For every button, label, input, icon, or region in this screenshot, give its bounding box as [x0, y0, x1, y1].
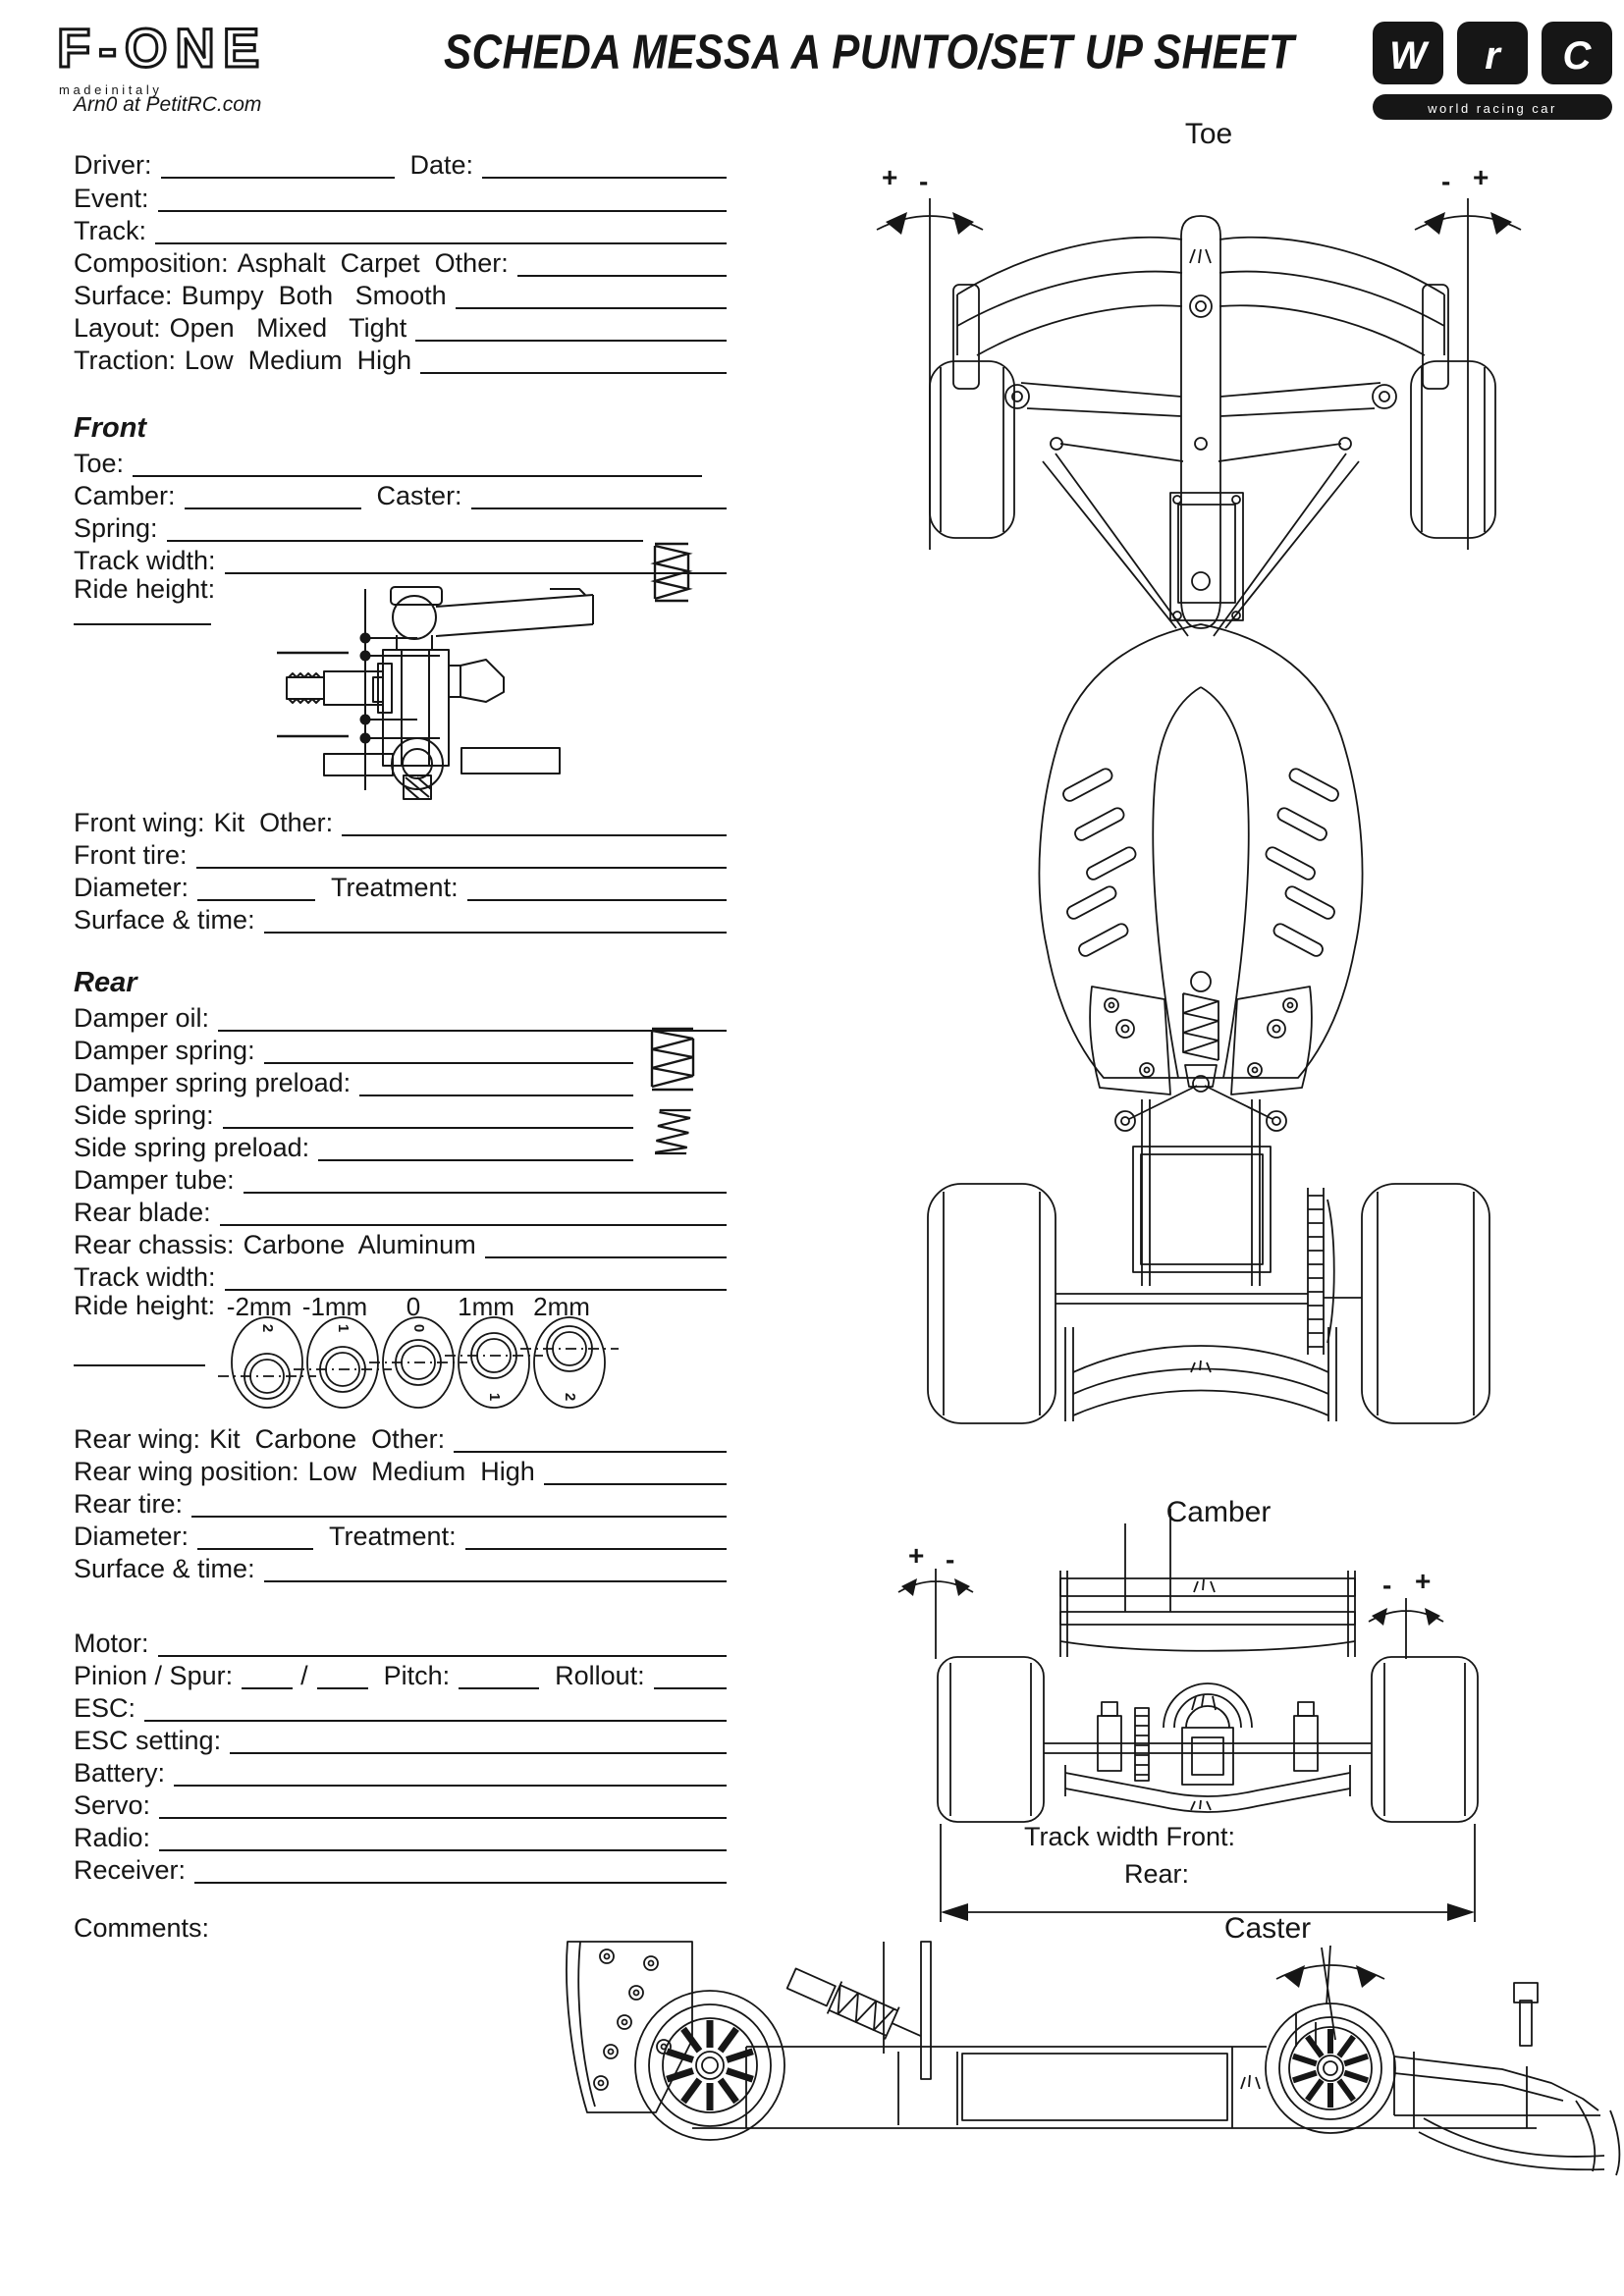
battery-row: [74, 1755, 727, 1787]
front-treatment-field[interactable]: [467, 870, 727, 901]
front-track-width-label: Track width:: [74, 545, 216, 575]
track-label: Track:: [74, 215, 146, 245]
ride-height-eccentrics-diagram: [226, 1311, 609, 1414]
receiver-field[interactable]: [194, 1852, 727, 1884]
damper-spring-preload-label: Damper spring preload:: [74, 1067, 352, 1097]
front-track-width-row: [74, 543, 727, 574]
rear-treatment-field[interactable]: [465, 1519, 727, 1550]
surface-options[interactable]: Bumpy Both Smooth: [181, 280, 447, 310]
rollout-label: Rollout:: [555, 1660, 645, 1690]
rear-wing-options[interactable]: Kit Carbone Other:: [209, 1423, 446, 1454]
rear-wing-row: [74, 1421, 727, 1453]
motor-row: [74, 1626, 727, 1657]
rear-ride-height-label: Ride height:: [74, 1291, 216, 1320]
ride-height-option-minus2[interactable]: -2mm: [226, 1292, 293, 1321]
motor-field[interactable]: [158, 1626, 727, 1657]
front-surface-time-field[interactable]: [264, 902, 727, 934]
composition-options[interactable]: Asphalt Carpet Other:: [237, 247, 509, 278]
layout-options[interactable]: Open Mixed Tight: [169, 312, 407, 343]
ride-height-option-minus1[interactable]: -1mm: [301, 1292, 368, 1321]
rear-tire-label: Rear tire:: [74, 1488, 184, 1519]
layout-label: Layout:: [74, 312, 161, 343]
insert-number-0: 2: [259, 1323, 276, 1333]
damper-spring-field[interactable]: [264, 1033, 633, 1064]
rear-wing-position-field[interactable]: [544, 1454, 727, 1485]
surface-row: [74, 278, 727, 309]
rear-diameter-label: Diameter:: [74, 1521, 189, 1551]
camber-minus-left: -: [946, 1544, 955, 1575]
side-spring-row: [74, 1097, 633, 1129]
radio-field[interactable]: [159, 1820, 727, 1851]
side-spring-preload-row: [74, 1130, 633, 1161]
pinion-spur-row: [74, 1658, 727, 1689]
pitch-label: Pitch:: [383, 1660, 451, 1690]
rear-blade-field[interactable]: [220, 1195, 727, 1226]
front-caster-field[interactable]: [471, 478, 727, 509]
side-spring-preload-field[interactable]: [318, 1130, 633, 1161]
rear-blade-row: [74, 1195, 727, 1226]
event-field[interactable]: [158, 181, 727, 212]
spur-field[interactable]: [317, 1658, 368, 1689]
toe-minus-left: -: [919, 166, 929, 196]
toe-plus-right: +: [1473, 162, 1489, 192]
caster-diagram: [545, 1939, 1624, 2296]
front-surface-time-label: Surface & time:: [74, 904, 255, 934]
rear-wing-label: Rear wing:: [74, 1423, 201, 1454]
front-toe-field[interactable]: [133, 446, 702, 477]
rear-wing-position-label: Rear wing position:: [74, 1456, 299, 1486]
surface-field[interactable]: [456, 278, 727, 309]
toe-minus-right: -: [1441, 166, 1451, 196]
damper-tube-row: [74, 1162, 727, 1194]
servo-label: Servo:: [74, 1789, 151, 1820]
rear-wing-field[interactable]: [454, 1421, 727, 1453]
wrc-logo-sub: world racing car: [1428, 101, 1557, 116]
front-spring-label: Spring:: [74, 512, 158, 543]
page-title: SCHEDA MESSA A PUNTO/SET UP SHEET: [444, 26, 1295, 80]
pinion-spur-slash: /: [300, 1660, 308, 1690]
motor-label: Motor:: [74, 1628, 149, 1658]
comments-label: Comments:: [74, 1913, 210, 1943]
damper-spring-preload-row: [74, 1065, 633, 1096]
composition-label: Composition:: [74, 247, 229, 278]
toe-diagram-title: Toe: [1184, 118, 1233, 150]
wrc-letter-w: W: [1389, 34, 1427, 78]
damper-spring-label: Damper spring:: [74, 1035, 255, 1065]
f-one-logo-text: F-ONE: [57, 17, 268, 79]
front-upright-diagram: [265, 579, 609, 805]
driver-field[interactable]: [161, 147, 395, 179]
front-tire-field[interactable]: [196, 837, 727, 869]
composition-row: [74, 245, 727, 277]
servo-field[interactable]: [159, 1788, 727, 1819]
rear-chassis-options[interactable]: Carbone Aluminum: [243, 1229, 476, 1259]
insert-number-2: 0: [410, 1323, 427, 1333]
damper-tube-field[interactable]: [244, 1162, 727, 1194]
side-spring-label: Side spring:: [74, 1099, 214, 1130]
damper-tube-label: Damper tube:: [74, 1164, 235, 1195]
traction-row: [74, 343, 727, 374]
rear-blade-label: Rear blade:: [74, 1197, 211, 1227]
front-ride-height-label: Ride height:: [74, 574, 216, 604]
rear-surface-time-label: Surface & time:: [74, 1553, 255, 1583]
front-tire-label: Front tire:: [74, 839, 188, 870]
rear-wing-position-row: [74, 1454, 727, 1485]
pinion-spur-label: Pinion / Spur:: [74, 1660, 234, 1690]
side-spring-preload-label: Side spring preload:: [74, 1132, 310, 1162]
front-treatment-label: Treatment:: [331, 872, 459, 902]
ride-height-option-2[interactable]: 2mm: [533, 1292, 590, 1321]
camber-minus-right: -: [1382, 1570, 1392, 1600]
damper-spring-preload-field[interactable]: [359, 1065, 633, 1096]
rear-track-width-label: Track width:: [74, 1261, 216, 1292]
front-diameter-field[interactable]: [197, 870, 315, 901]
radio-row: [74, 1820, 727, 1851]
rear-chassis-field[interactable]: [485, 1227, 727, 1258]
layout-field[interactable]: [415, 310, 727, 342]
receiver-row: [74, 1852, 727, 1884]
event-label: Event:: [74, 183, 149, 213]
rear-damper-spring-icon: [648, 1025, 697, 1094]
damper-oil-label: Damper oil:: [74, 1002, 210, 1033]
track-width-rear-label: Rear:: [1124, 1859, 1190, 1889]
camber-diagram: [889, 1502, 1517, 1934]
rear-surface-time-row: [74, 1551, 727, 1582]
front-diameter-row: [74, 870, 727, 901]
track-row: [74, 213, 727, 244]
receiver-label: Receiver:: [74, 1854, 187, 1885]
rear-surface-time-field[interactable]: [264, 1551, 727, 1582]
rear-tire-field[interactable]: [191, 1486, 727, 1518]
esc-setting-row: [74, 1723, 727, 1754]
front-surface-time-row: [74, 902, 727, 934]
wrc-letter-c: C: [1562, 34, 1592, 78]
side-spring-icon: [654, 1107, 695, 1156]
surface-label: Surface:: [74, 280, 173, 310]
rear-chassis-row: [74, 1227, 727, 1258]
front-section-title: Front: [74, 412, 147, 444]
ride-height-option-0[interactable]: 0: [406, 1292, 421, 1321]
f-one-logo-sub: m a d e i n i t a l y: [59, 82, 159, 97]
esc-setting-field[interactable]: [230, 1723, 727, 1754]
side-spring-field[interactable]: [223, 1097, 633, 1129]
esc-setting-label: ESC setting:: [74, 1725, 222, 1755]
driver-row: [74, 147, 727, 179]
ride-height-option-1[interactable]: 1mm: [458, 1292, 514, 1321]
front-camber-label: Camber:: [74, 480, 176, 510]
layout-row: [74, 310, 727, 342]
rear-diameter-row: [74, 1519, 727, 1550]
rear-diameter-field[interactable]: [197, 1519, 313, 1550]
front-camber-row: [74, 478, 727, 509]
front-spring-row: [74, 510, 643, 542]
rear-treatment-label: Treatment:: [329, 1521, 457, 1551]
track-field[interactable]: [155, 213, 727, 244]
traction-options[interactable]: Low Medium High: [185, 345, 412, 375]
rear-tire-row: [74, 1486, 727, 1518]
composition-field[interactable]: [517, 245, 727, 277]
front-wing-options[interactable]: Kit Other:: [213, 807, 334, 837]
rear-track-width-row: [74, 1259, 727, 1291]
battery-label: Battery:: [74, 1757, 166, 1788]
rear-wing-position-options[interactable]: Low Medium High: [307, 1456, 535, 1486]
damper-spring-row: [74, 1033, 633, 1064]
front-spring-field[interactable]: [167, 510, 643, 542]
damper-oil-row: [74, 1000, 727, 1032]
front-tire-row: [74, 837, 727, 869]
wrc-letter-r: r: [1485, 34, 1500, 78]
camber-plus-right: +: [1415, 1566, 1432, 1596]
insert-number-1: 1: [335, 1323, 352, 1333]
pinion-field[interactable]: [242, 1658, 293, 1689]
f-one-logo: [51, 12, 390, 102]
front-spring-icon: [651, 540, 692, 605]
toe-plus-left: +: [882, 162, 898, 192]
rear-ride-height-field[interactable]: [74, 1364, 205, 1366]
traction-field[interactable]: [420, 343, 727, 374]
comments-row: [74, 1914, 368, 1942]
insert-number-4: 2: [562, 1392, 578, 1402]
date-label: Date:: [409, 149, 474, 180]
front-ride-height-field[interactable]: [74, 623, 211, 625]
battery-field[interactable]: [174, 1755, 727, 1787]
driver-label: Driver:: [74, 149, 152, 180]
rear-track-width-field[interactable]: [225, 1259, 727, 1291]
rear-chassis-label: Rear chassis:: [74, 1229, 235, 1259]
front-toe-label: Toe:: [74, 448, 125, 478]
front-wing-field[interactable]: [342, 805, 727, 836]
esc-field[interactable]: [144, 1690, 727, 1722]
front-caster-label: Caster:: [376, 480, 462, 510]
esc-label: ESC:: [74, 1692, 136, 1723]
insert-number-3: 1: [486, 1392, 503, 1402]
rollout-field[interactable]: [654, 1658, 727, 1689]
pitch-field[interactable]: [459, 1658, 539, 1689]
toe-diagram: [864, 147, 1532, 1423]
event-row: [74, 181, 727, 212]
camber-plus-left: +: [908, 1540, 925, 1571]
date-field[interactable]: [482, 147, 727, 179]
traction-label: Traction:: [74, 345, 177, 375]
front-wing-label: Front wing:: [74, 807, 205, 837]
front-diameter-label: Diameter:: [74, 872, 189, 902]
caster-diagram-title: Caster: [1223, 1912, 1312, 1945]
credit-text: Arn0 at PetitRC.com: [74, 93, 262, 116]
track-width-front-label: Track width Front:: [1024, 1822, 1236, 1851]
camber-diagram-title: Camber: [1165, 1496, 1272, 1528]
esc-row: [74, 1690, 727, 1722]
rear-section-title: Rear: [74, 967, 137, 998]
front-wing-row: [74, 805, 727, 836]
servo-row: [74, 1788, 727, 1819]
front-camber-field[interactable]: [185, 478, 361, 509]
front-toe-row: [74, 446, 702, 477]
wrc-logo: [1373, 22, 1612, 120]
radio-label: Radio:: [74, 1822, 151, 1852]
